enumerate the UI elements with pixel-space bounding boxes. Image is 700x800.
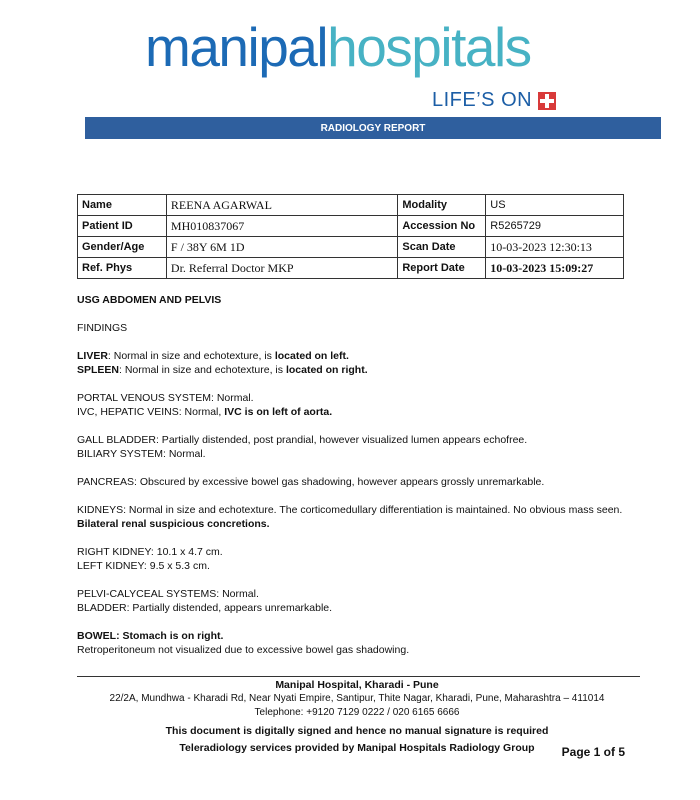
biliary-finding: BILIARY SYSTEM: Normal. [77, 448, 206, 460]
logo-text-hospitals: hospitals [327, 16, 531, 78]
report-date-label: Report Date [398, 258, 486, 279]
name-label: Name [78, 195, 167, 216]
kidneys-finding: KIDNEYS: Normal in size and echotexture. The corticomedullary differentiation is maintained. No obvious mass seen. [77, 504, 623, 516]
left-kidney-finding: LEFT KIDNEY: 9.5 x 5.3 cm. [77, 560, 210, 572]
scan-date-label: Scan Date [398, 237, 486, 258]
liver-label: LIVER [77, 350, 108, 362]
exam-title: USG ABDOMEN AND PELVIS [77, 294, 222, 306]
footer-telephone: Telephone: +9120 7129 0222 / 020 6165 6666 [254, 707, 460, 718]
retroperitoneum-finding: Retroperitoneum not visualized due to excessive bowel gas shadowing. [77, 644, 410, 656]
portal-finding: PORTAL VENOUS SYSTEM: Normal. [77, 392, 254, 404]
logo-text-manipal: manipal [145, 16, 328, 78]
right-kidney-finding: RIGHT KIDNEY: 10.1 x 4.7 cm. [77, 546, 223, 558]
kidneys-note: Bilateral renal suspicious concretions. [77, 518, 270, 530]
modality-value: US [486, 195, 624, 216]
spleen-text: : Normal in size and echotexture, is [119, 364, 286, 376]
ivc-text: IVC, HEPATIC VEINS: Normal, [77, 406, 225, 418]
report-banner [85, 117, 661, 139]
liver-location: located on left. [274, 350, 349, 362]
report-date-value: 10-03-2023 15:09:27 [486, 258, 624, 279]
signed-notice: This document is digitally signed and hence no manual signature is required [165, 725, 549, 737]
table-row [78, 258, 624, 279]
liver-finding [77, 349, 637, 363]
report-banner-title: RADIOLOGY REPORT [320, 122, 426, 134]
ivc-finding [77, 405, 637, 419]
footer-address: 22/2A, Mundhwa - Kharadi Rd, Near Nyati Empire, Santipur, Thite Nagar, Kharadi, Pune, Maharashtra – 411014 [109, 693, 605, 704]
ivc-note: IVC is on left of aorta. [224, 406, 333, 418]
patient-info-table [77, 194, 624, 279]
footer-divider [77, 676, 640, 677]
bowel-finding: BOWEL: Stomach is on right. [77, 630, 224, 642]
gender-age-value: F / 38Y 6M 1D [166, 237, 397, 258]
pelvi-finding: PELVI-CALYCEAL SYSTEMS: Normal. [77, 588, 259, 600]
gall-bladder-finding: GALL BLADDER: Partially distended, post prandial, however visualized lumen appears echofree. [77, 434, 528, 446]
medical-cross-icon [538, 92, 556, 110]
liver-text: : Normal in size and echotexture, is [107, 350, 275, 362]
tagline-text: LIFE’S ON [432, 89, 533, 111]
gender-age-label: Gender/Age [78, 237, 167, 258]
teleradiology-notice: Teleradiology services provided by Manipal Hospitals Radiology Group [179, 742, 535, 754]
ref-phys-value: Dr. Referral Doctor MKP [166, 258, 397, 279]
spleen-finding [77, 363, 637, 377]
ref-phys-label: Ref. Phys [78, 258, 167, 279]
accession-label: Accession No [398, 216, 486, 237]
table-row [78, 216, 624, 237]
spleen-label: SPLEEN [77, 364, 120, 376]
page-number: Page 1 of 5 [561, 745, 625, 759]
bladder-finding: BLADDER: Partially distended, appears unremarkable. [77, 602, 333, 614]
table-row [78, 237, 624, 258]
hospital-logo [145, 14, 531, 80]
patient-name: REENA AGARWAL [166, 195, 397, 216]
table-row [78, 195, 624, 216]
spleen-location: located on right. [285, 364, 368, 376]
scan-date-value: 10-03-2023 12:30:13 [486, 237, 624, 258]
accession-value: R5265729 [486, 216, 624, 237]
tagline [432, 89, 556, 112]
patient-id-value: MH010837067 [166, 216, 397, 237]
footer [77, 678, 637, 757]
report-body [77, 293, 637, 657]
patient-id-label: Patient ID [78, 216, 167, 237]
pancreas-finding: PANCREAS: Obscured by excessive bowel gas shadowing, however appears grossly unremarkable. [77, 476, 545, 488]
modality-label: Modality [398, 195, 486, 216]
findings-heading: FINDINGS [77, 322, 128, 334]
footer-hospital-name: Manipal Hospital, Kharadi - Pune [275, 679, 439, 691]
